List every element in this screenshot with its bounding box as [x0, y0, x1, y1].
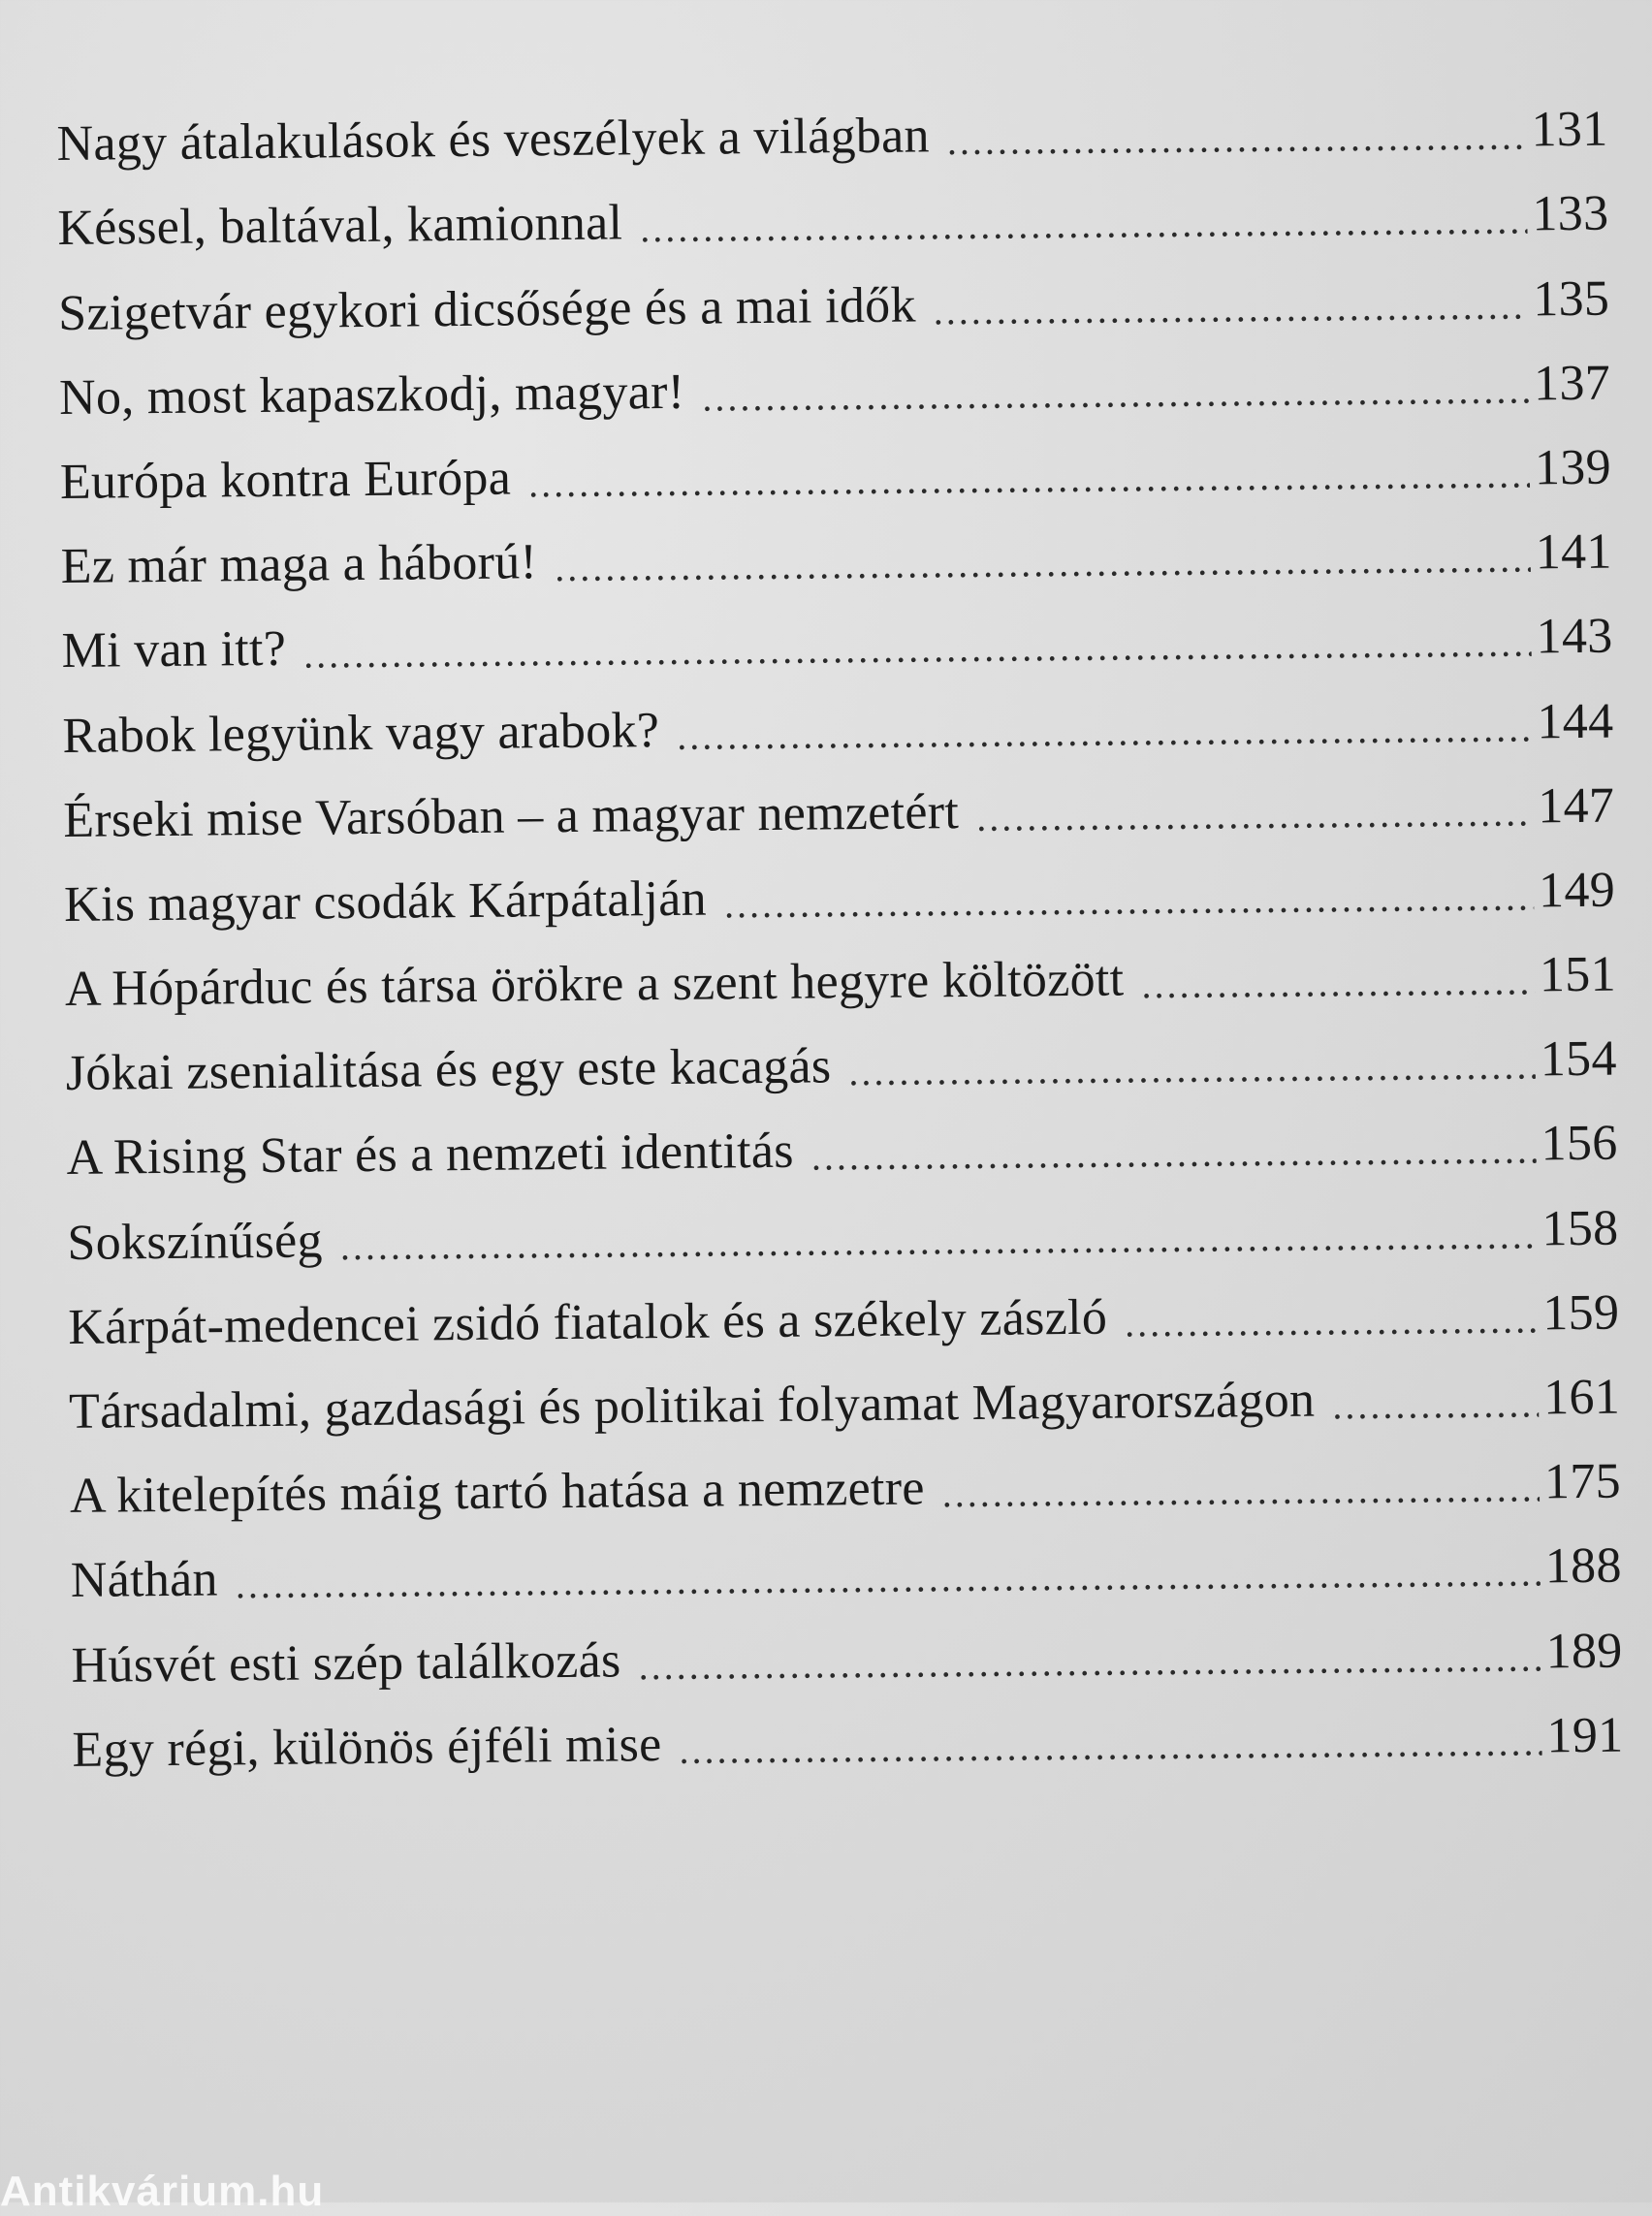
- toc-entry: [70, 1507, 1622, 1607]
- toc-entry: [65, 1000, 1617, 1100]
- toc-entry: [62, 662, 1614, 762]
- toc-entry-title: Európa kontra Európa: [59, 450, 512, 510]
- toc-entry-title: No, most kapaszkodj, magyar!: [58, 364, 685, 426]
- toc-entry: [58, 239, 1610, 339]
- toc-entry-title: Rabok legyünk vagy arabok?: [62, 702, 660, 764]
- toc-entry-title: Kárpát-medencei zsidó fiatalok és a székely zászló: [68, 1289, 1108, 1355]
- toc-entry-title: Náthán: [70, 1551, 219, 1609]
- dot-leader: [702, 370, 1529, 417]
- toc-entry-title: Egy régi, különös éjféli mise: [72, 1716, 662, 1778]
- watermark: Antikvárium.hu: [0, 2168, 325, 2215]
- toc-entry: [59, 324, 1611, 424]
- toc-entry-page: 188: [1544, 1537, 1623, 1595]
- toc-entry-title: Sokszínűség: [67, 1213, 324, 1271]
- toc-entry-page: 144: [1537, 693, 1614, 749]
- toc-entry-page: 141: [1535, 523, 1612, 581]
- toc-entry-page: 154: [1540, 1030, 1617, 1088]
- dot-leader: [934, 286, 1529, 331]
- dot-leader: [942, 1470, 1541, 1514]
- toc-entry-title: Nagy átalakulások és veszélyek a világban: [56, 108, 931, 173]
- toc-entry: [57, 155, 1609, 255]
- toc-entry: [71, 1592, 1623, 1692]
- toc-entry-page: 143: [1536, 608, 1613, 665]
- toc-entry-page: 151: [1539, 946, 1617, 1003]
- toc-entry: [64, 915, 1617, 1018]
- dot-leader: [976, 793, 1533, 838]
- toc-entry: [69, 1423, 1621, 1523]
- toc-entry-title: Húsvét esti szép találkozás: [71, 1632, 621, 1694]
- toc-entry-page: 159: [1542, 1284, 1620, 1342]
- toc-entry-title: Jókai zsenialitása és egy este kacagás: [65, 1038, 832, 1102]
- toc-entry-title: Késsel, baltával, kamionnal: [57, 195, 623, 257]
- toc-entry-page: 133: [1532, 186, 1609, 242]
- toc-entry-page: 156: [1541, 1116, 1618, 1172]
- toc-entry-title: Ez már maga a háború!: [60, 534, 538, 595]
- toc-entry: [60, 493, 1612, 593]
- toc-entry-title: Érseki mise Varsóban – a magyar nemzetért: [63, 783, 960, 848]
- toc-entry-page: 139: [1534, 439, 1612, 496]
- toc-entry: [61, 578, 1613, 678]
- table-of-contents: [56, 71, 1624, 1776]
- toc-entry-page: 161: [1542, 1369, 1621, 1426]
- toc-entry: [66, 1085, 1618, 1185]
- dot-leader: [724, 877, 1535, 924]
- toc-entry-page: 135: [1533, 270, 1610, 327]
- toc-entry-title: A Rising Star és a nemzeti identitás: [66, 1124, 795, 1187]
- toc-entry-title: A kitelepítés máig tartó hatása a nemzetre: [69, 1460, 926, 1525]
- toc-entry-title: Mi van itt?: [61, 621, 287, 680]
- toc-entry-page: 149: [1538, 862, 1616, 919]
- dot-leader: [679, 1723, 1541, 1770]
- dot-leader: [1125, 1300, 1539, 1343]
- toc-entry-page: 175: [1543, 1453, 1622, 1510]
- dot-leader: [947, 117, 1527, 162]
- toc-entry: [69, 1338, 1621, 1438]
- dot-leader: [1332, 1384, 1539, 1425]
- toc-entry: [56, 71, 1608, 171]
- toc-entry: [63, 746, 1615, 846]
- toc-entry-page: 137: [1533, 355, 1611, 412]
- toc-entry: [59, 408, 1611, 508]
- dot-leader: [811, 1131, 1537, 1177]
- toc-entry-page: 131: [1531, 101, 1608, 158]
- toc-entry: [68, 1253, 1620, 1353]
- toc-entry-title: Kis magyar csodák Kárpátalján: [63, 871, 708, 933]
- toc-entry-page: 191: [1546, 1707, 1624, 1764]
- toc-entry: [67, 1169, 1619, 1269]
- toc-entry-page: 158: [1541, 1200, 1619, 1256]
- dot-leader: [677, 709, 1533, 755]
- dot-leader: [848, 1047, 1536, 1092]
- toc-entry-title: A Hópárduc és társa örökre a szent hegyre költözött: [64, 951, 1125, 1018]
- toc-entry: [64, 831, 1616, 931]
- toc-entry: [72, 1676, 1624, 1776]
- toc-entry-title: Szigetvár egykori dicsősége és a mai idők: [57, 277, 916, 341]
- toc-entry-page: 147: [1538, 777, 1615, 835]
- toc-entry-page: 189: [1545, 1623, 1623, 1679]
- dot-leader: [1141, 962, 1535, 1004]
- toc-entry-title: Társadalmi, gazdasági és politikai folyamat Magyarországon: [68, 1372, 1316, 1440]
